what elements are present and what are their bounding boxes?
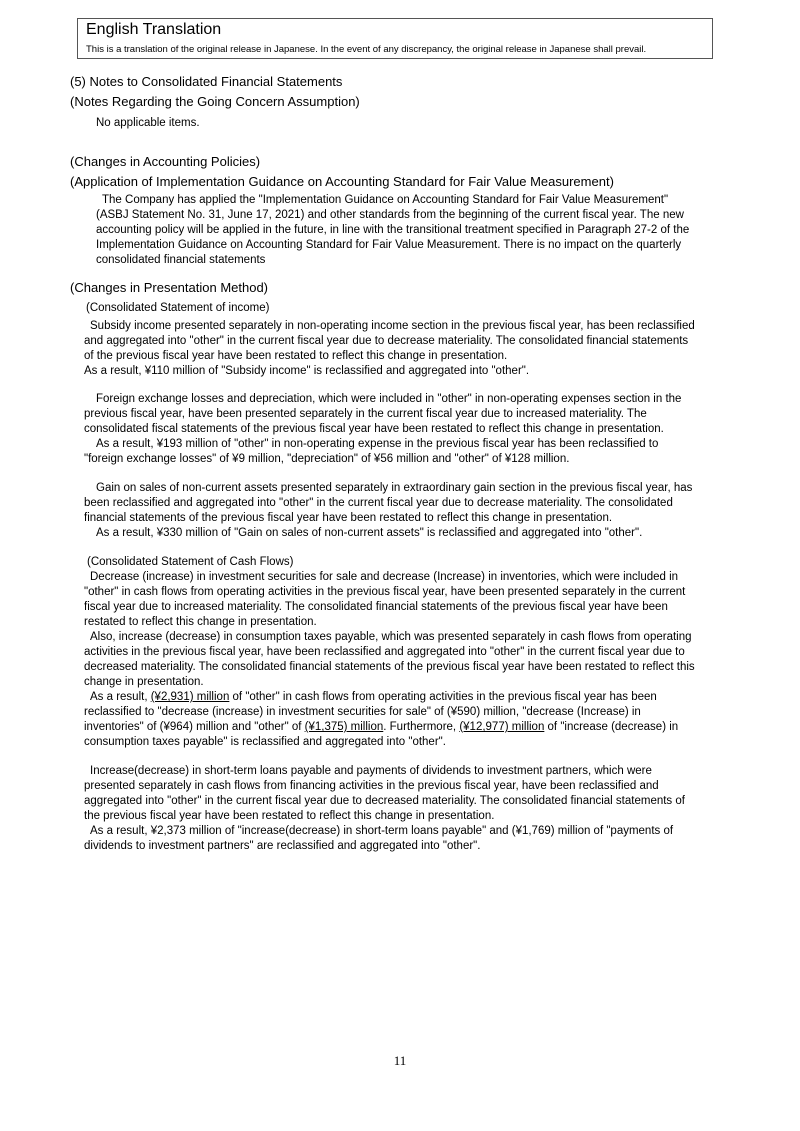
cf-p2-line: Also, increase (decrease) in consumption taxes payable, which was presented separately in cash flows from operating — [90, 631, 692, 643]
policy-line: consolidated financial statements — [96, 254, 266, 266]
text: of "other" in cash flows from operating activities in the previous fiscal year has been — [229, 691, 657, 703]
income-p1-line: and aggregated into "other" in the current fiscal year due to decrease materiality. The consolidated financial statements — [84, 335, 689, 347]
cf-p4-line: the previous fiscal year have been restated to reflect this change in presentation. — [84, 810, 495, 822]
accounting-policies-heading: (Changes in Accounting Policies) — [70, 154, 261, 169]
policy-line: Implementation Guidance on Accounting Standard for Fair Value Measurement. There is no impact on the quarterly — [96, 239, 682, 251]
cf-p3-line: reclassified to "decrease (increase) in investment securities for sale" of (¥590) million, "decrease (Increase) in — [84, 706, 641, 718]
cf-p1-line: "other" in cash flows from operating activities in the previous fiscal year, have been presented separately in the current — [84, 586, 686, 598]
cf-p4-line: As a result, ¥2,373 million of "increase(decrease) in short-term loans payable" and (¥1,769) million of "payments of — [90, 825, 674, 837]
income-p3-line: As a result, ¥330 million of "Gain on sales of non-current assets" is reclassified and aggregated into "other". — [96, 527, 643, 539]
income-p2-line: consolidated fiscal statements of the previous fiscal year have been restated to reflect this change in presentation. — [84, 423, 664, 435]
section-title: (5) Notes to Consolidated Financial Statements — [70, 74, 343, 89]
income-p3-line: been reclassified and aggregated into "other" in the current fiscal year due to decrease materiality. The consolidated — [84, 497, 673, 509]
header-title: English Translation — [86, 21, 222, 38]
cf-p1-line: Decrease (increase) in investment securities for sale and decrease (Increase) in inventories, which were included in — [90, 571, 679, 583]
cf-p2-line: change in presentation. — [84, 676, 204, 688]
income-p3-line: Gain on sales of non-current assets presented separately in extraordinary gain section in the previous fiscal year, has — [96, 482, 693, 494]
cash-flows-subheading: (Consolidated Statement of Cash Flows) — [87, 556, 294, 568]
cf-p3-line — [90, 690, 657, 704]
underlined-amount: (¥1,375) million — [304, 721, 384, 733]
policy-line: (ASBJ Statement No. 31, June 17, 2021) and other standards from the beginning of the current fiscal year. The new — [96, 209, 684, 221]
header-note: This is a translation of the original release in Japanese. In the event of any discrepancy, the original release in Japanese shall prevail. — [86, 44, 647, 55]
income-p1-line: of the previous fiscal year have been restated to reflect this change in presentation. — [84, 350, 508, 362]
text: As a result, — [90, 691, 151, 703]
income-p2-line: "foreign exchange losses" of ¥9 million, "depreciation" of ¥56 million and "other" of ¥128 million. — [84, 453, 570, 465]
policy-line: accounting policy will be applied in the future, in line with the transitional treatment specified in Paragraph 27-2 of the — [96, 224, 690, 236]
income-p2-line: As a result, ¥193 million of "other" in non-operating expense in the previous fiscal year has been reclassified to — [96, 438, 659, 450]
income-statement-subheading: (Consolidated Statement of income) — [86, 302, 270, 314]
cf-p1-line: fiscal year due to increased materiality. The consolidated financial statements of the previous fiscal year have been — [84, 601, 668, 613]
cf-p2-line: decreased materiality. The consolidated financial statements of the previous fiscal year have been restated to reflect this — [84, 661, 695, 673]
income-p3-line: financial statements of the previous fiscal year have been restated to reflect this change in presentation. — [84, 512, 613, 524]
text: of "increase (decrease) in — [544, 721, 679, 733]
cf-p4-line: presented separately in cash flows from financing activities in the previous fiscal year, have been reclassified and — [84, 780, 659, 792]
text: . Furthermore, — [383, 721, 460, 733]
text: inventories" of (¥964) million and "other" of — [84, 721, 305, 733]
cf-p1-line: restated to reflect this change in presentation. — [84, 616, 317, 628]
income-p1-line: As a result, ¥110 million of "Subsidy income" is reclassified and aggregated into "other". — [84, 365, 530, 377]
underlined-amount: (¥12,977) million — [459, 721, 545, 733]
underlined-amount: (¥2,931) million — [150, 691, 230, 703]
cf-p4-line: Increase(decrease) in short-term loans payable and payments of dividends to investment partners, which were — [90, 765, 652, 777]
page-number: 11 — [393, 1053, 407, 1068]
cf-p3-line — [84, 720, 678, 734]
policy-line: The Company has applied the "Implementation Guidance on Accounting Standard for Fair Value Measurement" — [102, 194, 669, 206]
income-p1-line: Subsidy income presented separately in non-operating income section in the previous fiscal year, has been reclassified — [90, 320, 695, 332]
cf-p4-line: dividends to investment partners" are reclassified and aggregated into "other". — [84, 840, 481, 852]
cf-p4-line: aggregated into "other" in the current fiscal year due to decreased materiality. The consolidated financial statements of — [84, 795, 685, 807]
presentation-method-heading: (Changes in Presentation Method) — [70, 280, 269, 295]
cf-p3-line: consumption taxes payable" is reclassified and aggregated into "other". — [84, 736, 446, 748]
income-p2-line: previous fiscal year, have been presented separately in the current fiscal year due to increased materiality. The — [84, 408, 647, 420]
translation-notice-box — [77, 18, 713, 59]
fair-value-subheading: (Application of Implementation Guidance on Accounting Standard for Fair Value Measurement) — [70, 174, 614, 189]
going-concern-heading: (Notes Regarding the Going Concern Assumption) — [70, 94, 360, 109]
income-p2-line: Foreign exchange losses and depreciation, which were included in "other" in non-operating expenses section in the — [96, 393, 682, 405]
cf-p2-line: activities in the previous fiscal year, have been reclassified and aggregated into "other" in the current fiscal year due to — [84, 646, 685, 658]
going-concern-body: No applicable items. — [96, 117, 200, 129]
